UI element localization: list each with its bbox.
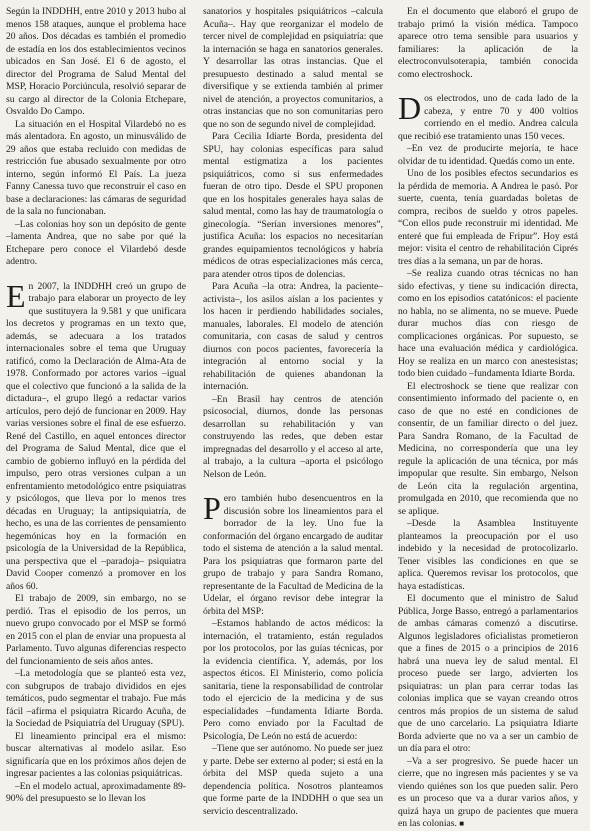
- paragraph-text: os electrodos, uno de cada lado de la cabeza, y entre 70 y 400 voltios corriendo en el medio. Andrea calcula que recibió ese tratamiento unas 150 veces.: [398, 93, 578, 142]
- end-mark: ■: [459, 819, 465, 828]
- paragraph: –Estamos hablando de actos médicos: la internación, el tratamiento, están regulados por los protocolos, por las guías técnicas, por la evidencia científica. Y, además, por los aspectos éticos. El Ministerio, como policía sanitaria, tiene la responsabilidad de controlar todo el ejercicio de la medicina y de sus especialidades –fundamenta Idiarte Borda. Pero como enviado por la Facultad de Psicología, De León no está de acuerdo:: [203, 618, 383, 742]
- paragraph: –Se realiza cuando otras técnicas no han sido efectivas, y tiene su indicación directa, como en los episodios catatónicos: el paciente no habla, no se alimenta, no se mueve. Puede durar muchos días con riesgo de complicaciones orgánicas. Por supuesto, se hace una evaluación médica y cardiológica. Hoy se realiza en un marco con anestesistas; todo bien cuidado –fundamenta Idiarte Borda.: [398, 268, 578, 379]
- paragraph: –Desde la Asamblea Instituyente planteamos la preocupación por el uso indebido y la necesidad de protocolizarlo. Tener visibles las condiciones en que se aplica. Queremos revisar los protocolos, que haya estadísticas.: [398, 518, 578, 592]
- paragraph-text: ero también hubo desencuentros en la discusión sobre los lineamientos para el borrador de la ley. Uno fue la conformación del órgano encargado de auditar todo el sistema de atención a la salud mental. Para los psiquiatras que formaron parte del grupo de trabajo y para Sandra Romano, representante de la Facultad de Medicina de la Udelar, el órgano revisor debe integrar la órbita del MSP:: [203, 493, 383, 617]
- paragraph: [6, 277, 186, 594]
- paragraph-text: –Va a ser progresivo. Se puede hacer un cierre, que no ingresen más pacientes y se va viendo quiénes son los que pueden salir. Pero es un proceso que va a durar varios años, y quizá haya un grupo de pacientes que muera en las colonias.: [398, 755, 578, 829]
- paragraph: Uno de los posibles efectos secundarios es la pérdida de memoria. A Andrea le pasó. Por suerte, cuenta, tenía guardadas boletas de compra, recibos de sueldo y otros papeles. “Con ellos pude reconstruir mi identidad. Me enteré que fui empleada de Fripur”. Hoy está mejor: visita el centro de rehabilitación Ciprés tres días a la semana, un par de horas.: [398, 168, 578, 267]
- paragraph: [398, 756, 578, 831]
- paragraph: La situación en el Hospital Vilardebó no es más alentadora. En agosto, un minusválido de 29 años que estaba recluido con medidas de restricción fue abusado sexualmente por otro interno, según informó El País. La jueza Fanny Canessa tuvo que reconstruir el caso en base a declaraciones: las cámaras de seguridad de la sala no funcionaban.: [6, 118, 186, 217]
- paragraph: –La metodología que se planteó esta vez, con subgrupos de trabajo divididos en ejes temáticos, pudo segmentar el trabajo. Fue más fácil –afirma el psiquiatra Ricardo Acuña, de la Sociedad de Psiquiatría del Uruguay (SPU).: [6, 668, 186, 729]
- paragraph: [398, 90, 578, 143]
- paragraph: –En el modelo actual, aproximadamente 89-90% del presupuesto se lo llevan los: [6, 780, 186, 804]
- paragraph: El lineamiento principal era el mismo: buscar alternativas al modelo asilar. Eso significaría que en los próximos años dejen de ingresar pacientes a las colonias psiquiátricas.: [6, 730, 186, 779]
- drop-cap: D: [398, 90, 422, 126]
- paragraph: –Tiene que ser autónomo. No puede ser juez y parte. Debe ser externo al poder; si está en la órbita del MSP queda sujeto a una dependencia política. Nosotros planteamos que forme parte de la INDDHH o que sea un servicio descentralizado.: [203, 743, 383, 817]
- paragraph-text: n 2007, la INDDHH creó un grupo de trabajo para elaborar un proyecto de ley que sustituyera la 9.581 y que unificara los decretos y programas en un texto que, además, se adecuara a los tratados internacionales sobre el tema que Uruguay ratificó, como la Declaración de Alma-Ata de 1978. Conformado por actores varios –igual que el colectivo que funcionó a la salida de la dictadura–, el grupo llegó a redactar varios artículos, pero dejó de funcionar en 2009. Hay varias versiones sobre el final de ese esfuerzo. René del Castillo, en aquel entonces director del Programa de Salud Mental, dice que el cambio de gobierno influyó en la pérdida del impulso, pero otras versiones culpan a un enfrentamiento metodológico entre psiquiatras y psicólogos, que lleva por lo menos tres décadas en Uruguay; la antipsiquiatría, de hecho, es una de las corrientes de pensamiento hegemónicas hoy en la formación en psicología de la Universidad de la República, una perspectiva que el –paradoja– psiquiatra David Cooper comenzó a promover en los años 60.: [6, 280, 186, 592]
- drop-cap: P: [203, 490, 221, 526]
- paragraph: El documento que el ministro de Salud Pública, Jorge Basso, entregó a parlamentarios de ambas cámaras comenzó a discutirse. Algunos legisladores oficialistas prometieron que a fines de 2015 o a principios de 2016 habrá una nueva ley de salud mental. El proceso puede ser largo, advierten los psiquiatras: un plan para cerrar todas las colonias implica que se vayan creando otros centros más propios de un sistema de salud que de uno carcelario. La psiquiatra Idiarte Borda advierte que no va a ser un cambio de un día para el otro:: [398, 593, 578, 754]
- article-column-1: [6, 6, 186, 806]
- paragraph: En el documento que elaboró el grupo de trabajo primó la visión médica. Tampoco aparece otro tema sensible para usuarios y familiares: la aplicación de la electroconvulsoterapia, también conocida como electroshock.: [398, 6, 578, 80]
- paragraph: [203, 490, 383, 618]
- paragraph: sanatorios y hospitales psiquiátricos –calcula Acuña–. Hay que reorganizar el modelo de tercer nivel de complejidad en psiquiatría: que la internación se haga en sanatorios generales. Y desarrollar las otras instancias. Que el presupuesto destinado a salud mental se diversifique y se extienda también al primer nivel de atención, a proyectos comunitarios, a otras instancias que no son comunitarias pero que no son de segundo nivel de complejidad.: [203, 6, 383, 130]
- paragraph: Para Acuña –la otra: Andrea, la paciente–activista–, los asilos aíslan a los pacientes y los hacen ir perdiendo habilidades sociales, manuales, laborales. El modelo de atención comunitaria, con casas de salud y centros diurnos con pocos pacientes, favorecería la integración al entorno social y la rehabilitación de quienes abandonan la internación.: [203, 281, 383, 392]
- paragraph: El electroshock se tiene que realizar con consentimiento informado del paciente o, en caso de que no esté en condiciones de consentir, de un familiar directo o del juez. Para Sandra Romano, de la Facultad de Medicina, no correspondería que una ley regule la aplicación de una técnica, por más impopular que resulte. Sin embargo, Nelson de León cita la regulación argentina, promulgada en 2010, que recomienda que no se aplique.: [398, 380, 578, 517]
- paragraph: El trabajo de 2009, sin embargo, no se perdió. Tras el episodio de los perros, un nuevo grupo convocado por el MSP se formó en 2015 con el plan de enviar una propuesta al Parlamento. Tuvo algunas diferencias respecto del funcionamiento de seis años antes.: [6, 593, 186, 667]
- article-column-2: [203, 6, 383, 818]
- paragraph: Según la INDDHH, entre 2010 y 2013 hubo al menos 158 ataques, aunque el problema hace 20 años. Dos décadas es también el promedio de estadía en los dos establecimientos vecinos ubicados en San José. El 6 de agosto, el director del Programa de Salud Mental del MSP, Horacio Porciúncula, resolvió separar de su cargo al director de la Colonia Etchepare, Osvaldo Do Campo.: [6, 6, 186, 117]
- paragraph: –Las colonias hoy son un depósito de gente –lamenta Andrea, que no sabe por qué la Etchepare pero conoce el Vilardebó desde adentro.: [6, 218, 186, 267]
- paragraph: Para Cecilia Idiarte Borda, presidenta del SPU, hay colonias específicas para salud mental estigmatiza a los pacientes psiquiátricos, como si sus enfermedades fueran de otro tipo. Desde el SPU proponen que en los hospitales generales haya salas de salud mental, como las hay de traumatología o ginecología. “Serían inversiones menores”, justifica Acuña: los espacios no necesitarían grandes equipamientos tecnológicos y habría médicos de otras especializaciones más cerca, para atender otros tipos de dolencias.: [203, 131, 383, 280]
- paragraph: –En Brasil hay centros de atención psicosocial, diurnos, donde las personas desarrollan su rehabilitación y van construyendo las redes, que deben estar impregnadas del desarrollo y el acceso al arte, al trabajo, a la cultura –aporta el psicólogo Nelson de León.: [203, 393, 383, 480]
- article-column-3: [398, 6, 578, 831]
- drop-cap: E: [6, 277, 26, 314]
- paragraph: –En vez de producirte mejoría, te hace olvidar de tu identidad. Quedás como un ente.: [398, 143, 578, 167]
